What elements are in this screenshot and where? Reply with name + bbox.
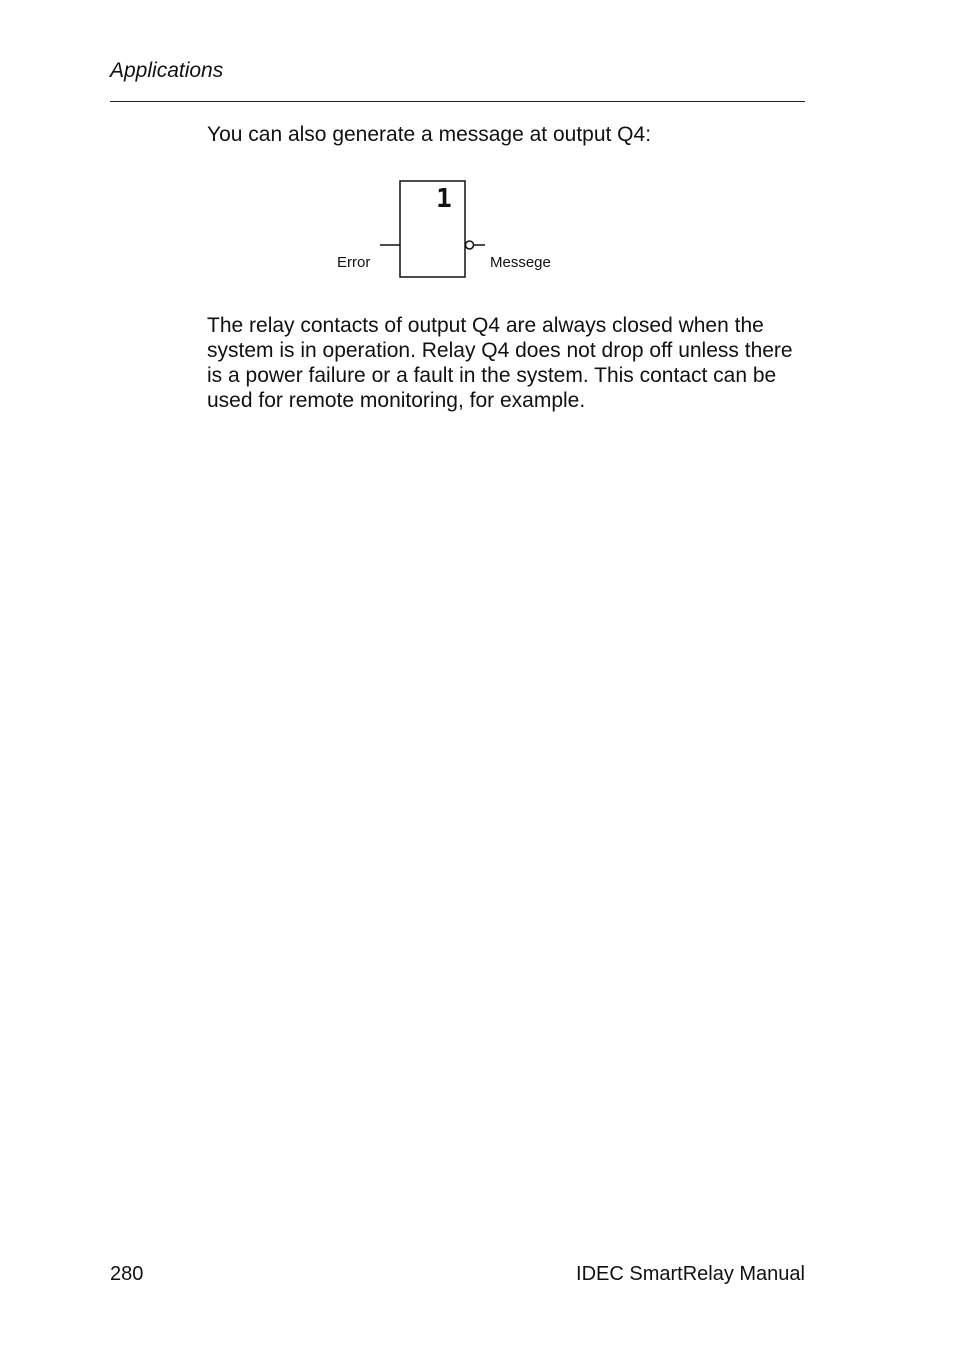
section-title: Applications: [110, 59, 224, 82]
block-function-label: 1: [436, 184, 452, 214]
intro-text: You can also generate a message at output Q4:: [207, 123, 652, 146]
not-block-diagram: [330, 170, 570, 290]
manual-title: IDEC SmartRelay Manual: [576, 1263, 805, 1285]
input-label: Error: [337, 254, 371, 271]
negation-circle: [466, 241, 474, 249]
body-paragraph: The relay contacts of output Q4 are always closed when the system is in operation. Relay Q4 does not drop off unless there is a power failure or a fault in the system. This contact can be used for remote monitoring, for example.: [207, 314, 793, 412]
header-divider: [110, 101, 805, 102]
page-number: 280: [110, 1263, 144, 1285]
output-label: Messege: [490, 254, 551, 271]
